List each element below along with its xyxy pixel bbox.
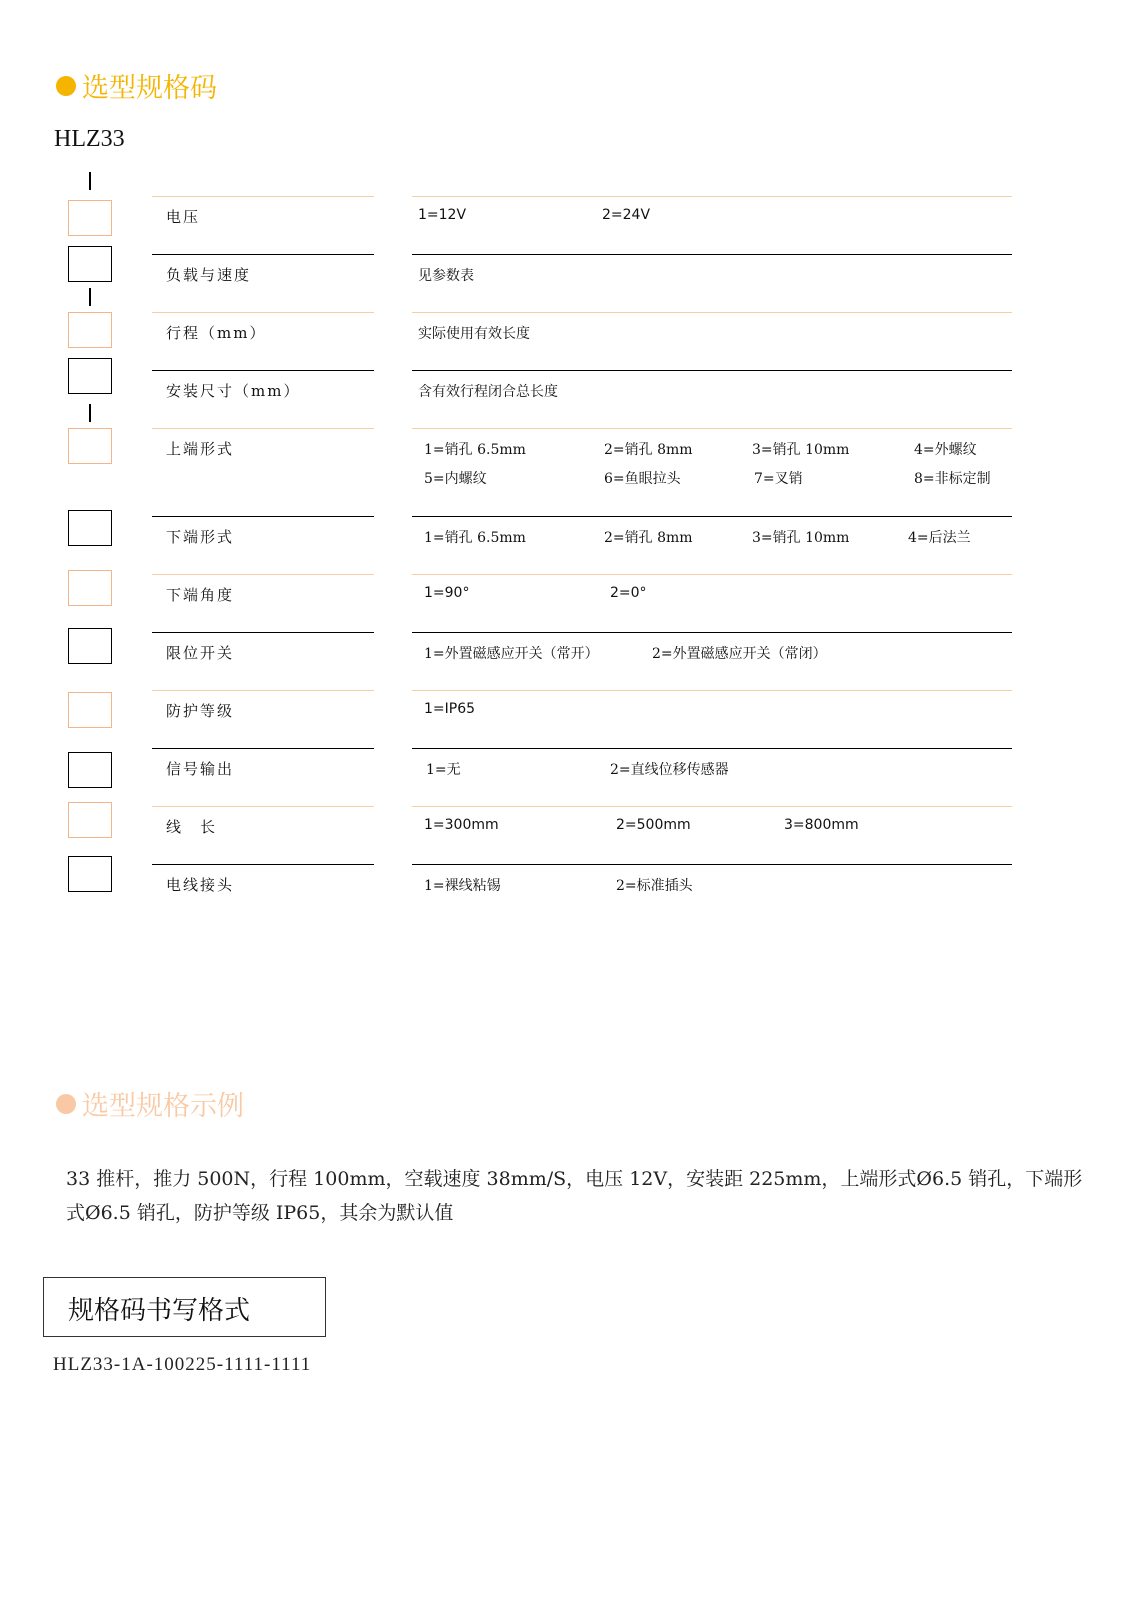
row-option: 1=外置磁感应开关（常开）: [424, 646, 599, 662]
row-divider-left: [152, 690, 374, 691]
code-input-box: [68, 358, 112, 394]
code-input-box: [68, 200, 112, 236]
example-text: 33 推杆，推力 500N，行程 100mm，空载速度 38mm/S，电压 12V，安装距 225mm，上端形式Ø6.5 销孔，下端形式Ø6.5 销孔，防护等级 IP65，其余为默认值: [66, 1168, 1083, 1224]
row-label: 电线接头: [166, 876, 235, 894]
row-option: 4=后法兰: [908, 530, 971, 546]
row-divider-right: [412, 370, 1012, 371]
row-divider-right: [412, 574, 1012, 575]
row-divider-left: [152, 806, 374, 807]
row-label: 负载与速度: [166, 266, 252, 284]
row-divider-right: [412, 806, 1012, 807]
row-label: 防护等级: [166, 702, 235, 720]
row-label: 限位开关: [166, 644, 235, 662]
format-box: [43, 1277, 326, 1337]
row-option: 2=500mm: [616, 817, 691, 833]
separator-tick: [89, 404, 91, 422]
row-option: 2=销孔 8mm: [604, 442, 693, 458]
code-input-box: [68, 570, 112, 606]
row-option: 1=90°: [424, 585, 470, 601]
row-option: 4=外螺纹: [914, 442, 977, 458]
row-divider-left: [152, 254, 374, 255]
row-label: 下端形式: [166, 528, 235, 546]
code-input-box: [68, 246, 112, 282]
row-divider-left: [152, 312, 374, 313]
code-input-box: [68, 312, 112, 348]
row-option: 2=24V: [602, 207, 651, 223]
row-option: 1=销孔 6.5mm: [424, 530, 526, 546]
section-heading-example: [56, 1084, 244, 1123]
row-option: 2=销孔 8mm: [604, 530, 693, 546]
code-input-box: [68, 802, 112, 838]
section-heading-spec-code: [56, 66, 217, 105]
row-option: 8=非标定制: [914, 471, 991, 487]
row-label: 上端形式: [166, 440, 235, 458]
code-input-box: [68, 628, 112, 664]
row-option: 1=无: [426, 762, 461, 778]
row-option: 3=800mm: [784, 817, 859, 833]
bullet-dot-icon: [56, 76, 76, 96]
row-divider-right: [412, 748, 1012, 749]
row-option: 2=标准插头: [616, 878, 693, 894]
section-title: 选型规格码: [82, 73, 217, 104]
row-divider-right: [412, 632, 1012, 633]
row-divider-right: [412, 428, 1012, 429]
row-option: 2=直线位移传感器: [610, 762, 729, 778]
code-input-box: [68, 752, 112, 788]
row-divider-right: [412, 312, 1012, 313]
bullet-dot-icon: [56, 1094, 76, 1114]
separator-tick: [89, 172, 91, 190]
row-label: 安装尺寸（mm）: [166, 382, 301, 400]
code-input-box: [68, 856, 112, 892]
row-option: 7=叉销: [754, 471, 803, 487]
row-divider-right: [412, 196, 1012, 197]
row-label: 下端角度: [166, 586, 235, 604]
row-label: 信号输出: [166, 760, 235, 778]
row-divider-left: [152, 632, 374, 633]
separator-tick: [89, 288, 91, 306]
row-option: 3=销孔 10mm: [752, 442, 850, 458]
row-divider-right: [412, 864, 1012, 865]
row-divider-left: [152, 574, 374, 575]
row-option: 含有效行程闭合总长度: [418, 384, 558, 400]
row-divider-left: [152, 428, 374, 429]
row-option: 1=销孔 6.5mm: [424, 442, 526, 458]
format-code: HLZ33-1A-100225-1111-1111: [53, 1354, 312, 1375]
row-divider-left: [152, 748, 374, 749]
row-divider-left: [152, 864, 374, 865]
row-option: 见参数表: [418, 268, 474, 284]
row-option: 3=销孔 10mm: [752, 530, 850, 546]
code-input-box: [68, 692, 112, 728]
row-option: 6=鱼眼拉头: [604, 471, 681, 487]
model-code: HLZ33: [54, 126, 125, 152]
row-label: 行程（mm）: [166, 324, 267, 342]
row-option: 实际使用有效长度: [418, 326, 530, 342]
row-label: 线 长: [166, 818, 218, 836]
row-option: 2=外置磁感应开关（常闭）: [652, 646, 827, 662]
row-option: 1=裸线粘锡: [424, 878, 501, 894]
section-title: 选型规格示例: [82, 1091, 244, 1122]
code-input-box: [68, 428, 112, 464]
row-option: 1=IP65: [424, 701, 476, 717]
code-input-box: [68, 510, 112, 546]
row-option: 1=12V: [418, 207, 467, 223]
row-divider-left: [152, 196, 374, 197]
row-divider-left: [152, 516, 374, 517]
row-divider-left: [152, 370, 374, 371]
row-option: 5=内螺纹: [424, 471, 487, 487]
row-option: 2=0°: [610, 585, 647, 601]
row-divider-right: [412, 516, 1012, 517]
row-option: 1=300mm: [424, 817, 499, 833]
row-divider-right: [412, 254, 1012, 255]
row-label: 电压: [166, 208, 201, 226]
format-title: 规格码书写格式: [68, 1296, 251, 1326]
row-divider-right: [412, 690, 1012, 691]
